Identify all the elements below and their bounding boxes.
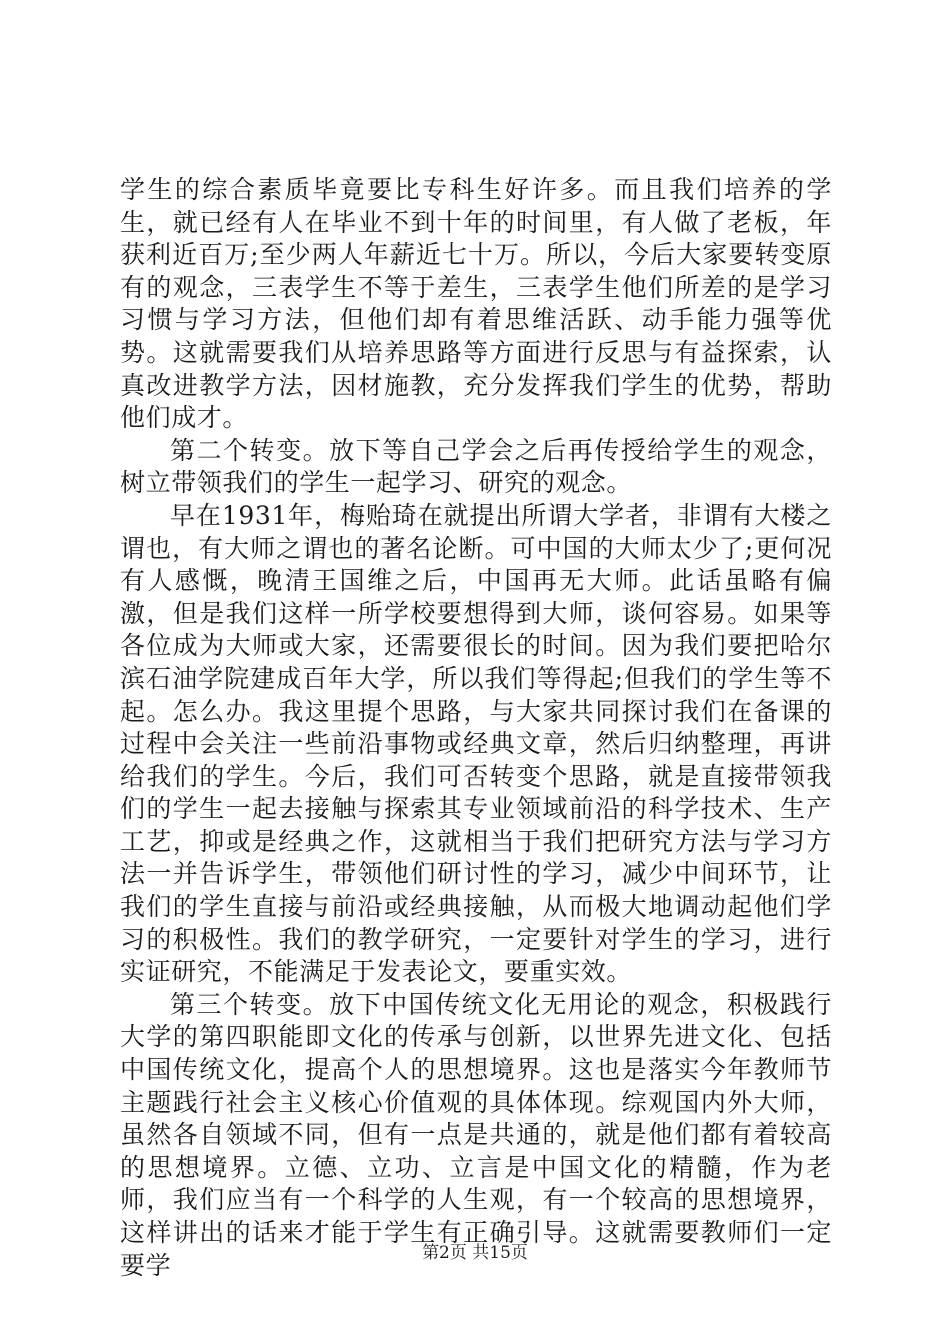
paragraph-mei-yiqi: 早在1931年，梅贻琦在就提出所谓大学者，非谓有大楼之谓也，有大师之谓也的著名论断。可中国的大师太少了;更何况有人感慨，晚清王国维之后，中国再无大师。此话虽略有偏激，但是我们这样一所学校要想得到大师，谈何容易。如果等各位成为大师或大家，还需要很长的时间。因为我们要把哈尔滨石油学院建成百年大学，所以我们等得起;但我们的学生等不起。怎么办。我这里提个思路，与大家共同探讨我们在备课的过程中会关注一些前沿事物或经典文章，然后归纳整理，再讲给我们的学生。今后，我们可否转变个思路，就是直接带领我们的学生一起去接触与探索其专业领域前沿的科学技术、生产工艺，抑或是经典之作，这就相当于我们把研究方法与学习方法一并告诉学生，带领他们研讨性的学习，减少中间环节，让我们的学生直接与前沿或经典接触，从而极大地调动起他们学习的积极性。我们的教学研究，一定要针对学生的学习，进行实证研究，不能满足于发表论文，要重实效。 (120, 500, 832, 987)
paragraph-continuation: 学生的综合素质毕竟要比专科生好许多。而且我们培养的学生，就已经有人在毕业不到十年的时间里，有人做了老板，年获利近百万;至少两人年薪近七十万。所以，今后大家要转变原有的观念，三表学生不等于差生，三表学生他们所差的是学习习惯与学习方法，但他们却有着思维活跃、动手能力强等优势。这就需要我们从培养思路等方面进行反思与有益探索，认真改进教学方法，因材施教，充分发挥我们学生的优势，帮助他们成才。 (120, 175, 832, 433)
paragraph-third-transformation: 第三个转变。放下中国传统文化无用论的观念，积极践行大学的第四职能即文化的传承与创新，以世界先进文化、包括中国传统文化，提高个人的思想境界。这也是落实今年教师节主题践行社会主义核心价值观的具体体现。综观国内外大师，虽然各自领域不同，但有一点是共通的，就是他们都有着较高的思想境界。立德、立功、立言是中国文化的精髓，作为老师，我们应当有一个科学的人生观，有一个较高的思想境界，这样讲出的话来才能于学生有正确引导。这就需要教师们一定要学 (120, 989, 832, 1280)
page-number-footer: 第2页 共15页 (422, 1243, 528, 1263)
document-body (120, 174, 832, 1282)
paragraph-second-transformation: 第二个转变。放下等自己学会之后再传授给学生的观念，树立带领我们的学生一起学习、研究的观念。 (120, 435, 832, 498)
